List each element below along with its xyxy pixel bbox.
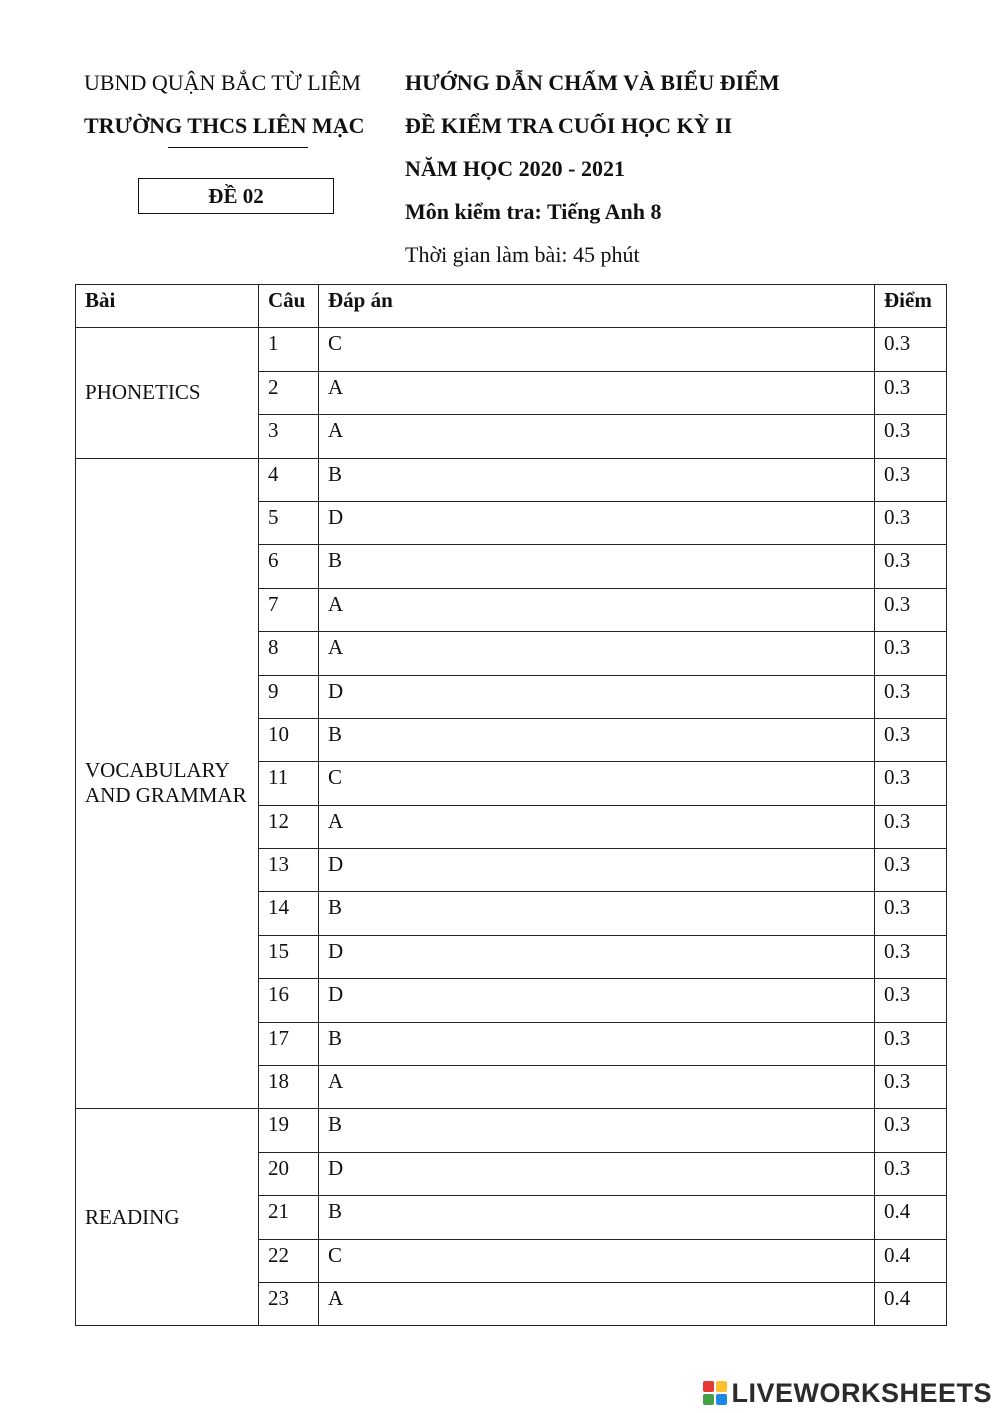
question-number: 23 (259, 1282, 319, 1325)
subject-line: Môn kiểm tra: Tiếng Anh 8 (405, 199, 662, 224)
question-number: 19 (259, 1109, 319, 1152)
score-cell: 0.3 (875, 849, 947, 892)
score-cell: 0.3 (875, 1152, 947, 1195)
answer-cell: A (319, 415, 875, 458)
question-number: 5 (259, 501, 319, 544)
question-number: 17 (259, 1022, 319, 1065)
exam-code-box: ĐỀ 02 (138, 178, 334, 214)
score-cell: 0.3 (875, 415, 947, 458)
header-divider (168, 147, 308, 148)
title-line-1: HƯỚNG DẪN CHẤM VÀ BIỂU ĐIỂM (405, 70, 780, 95)
score-cell: 0.4 (875, 1239, 947, 1282)
header-answer: Đáp án (319, 285, 875, 328)
liveworksheets-logo-icon (703, 1381, 727, 1405)
question-number: 22 (259, 1239, 319, 1282)
answer-cell: A (319, 371, 875, 414)
logo-square (703, 1381, 714, 1392)
answer-cell: B (319, 1109, 875, 1152)
score-cell: 0.3 (875, 979, 947, 1022)
score-cell: 0.3 (875, 892, 947, 935)
question-number: 10 (259, 718, 319, 761)
score-cell: 0.3 (875, 371, 947, 414)
header-score: Điểm (875, 285, 947, 328)
answer-cell: D (319, 501, 875, 544)
question-number: 9 (259, 675, 319, 718)
question-number: 4 (259, 458, 319, 501)
answer-cell: B (319, 458, 875, 501)
question-number: 1 (259, 328, 319, 371)
header-question: Câu (259, 285, 319, 328)
answer-cell: C (319, 762, 875, 805)
score-cell: 0.3 (875, 588, 947, 631)
score-cell: 0.3 (875, 328, 947, 371)
answer-key-table (75, 284, 947, 1326)
liveworksheets-brand (703, 1378, 992, 1408)
table-header-row (76, 285, 947, 328)
answer-cell: B (319, 1196, 875, 1239)
answer-cell: A (319, 632, 875, 675)
question-number: 13 (259, 849, 319, 892)
score-cell: 0.3 (875, 805, 947, 848)
duration-line: Thời gian làm bài: 45 phút (405, 242, 640, 267)
logo-square (716, 1381, 727, 1392)
answer-cell: D (319, 935, 875, 978)
score-cell: 0.3 (875, 1109, 947, 1152)
score-cell: 0.3 (875, 501, 947, 544)
section-name: VOCABULARY AND GRAMMAR (76, 458, 259, 1109)
answer-cell: B (319, 1022, 875, 1065)
answer-cell: C (319, 1239, 875, 1282)
question-number: 14 (259, 892, 319, 935)
table-row (76, 328, 947, 371)
answer-cell: B (319, 718, 875, 761)
title-line-3: NĂM HỌC 2020 - 2021 (405, 156, 625, 181)
question-number: 18 (259, 1066, 319, 1109)
question-number: 15 (259, 935, 319, 978)
question-number: 8 (259, 632, 319, 675)
question-number: 2 (259, 371, 319, 414)
score-cell: 0.3 (875, 1022, 947, 1065)
question-number: 21 (259, 1196, 319, 1239)
question-number: 6 (259, 545, 319, 588)
score-cell: 0.3 (875, 718, 947, 761)
answer-cell: A (319, 588, 875, 631)
question-number: 12 (259, 805, 319, 848)
header-section: Bài (76, 285, 259, 328)
answer-cell: A (319, 805, 875, 848)
brand-name: LIVEWORKSHEETS (731, 1377, 992, 1408)
answer-cell: C (319, 328, 875, 371)
title-line-2: ĐỀ KIỂM TRA CUỐI HỌC KỲ II (405, 113, 733, 138)
answer-cell: B (319, 892, 875, 935)
district-name: UBND QUẬN BẮC TỪ LIÊM (84, 70, 361, 95)
score-cell: 0.3 (875, 632, 947, 675)
score-cell: 0.4 (875, 1282, 947, 1325)
question-number: 11 (259, 762, 319, 805)
answer-cell: B (319, 545, 875, 588)
answer-cell: D (319, 849, 875, 892)
table-row (76, 1109, 947, 1152)
question-number: 7 (259, 588, 319, 631)
score-cell: 0.3 (875, 458, 947, 501)
answer-cell: A (319, 1066, 875, 1109)
logo-square (716, 1394, 727, 1405)
answer-cell: D (319, 675, 875, 718)
score-cell: 0.3 (875, 675, 947, 718)
score-cell: 0.3 (875, 935, 947, 978)
score-cell: 0.3 (875, 1066, 947, 1109)
answer-cell: D (319, 979, 875, 1022)
score-cell: 0.3 (875, 762, 947, 805)
section-name: PHONETICS (76, 328, 259, 458)
answer-cell: A (319, 1282, 875, 1325)
section-name: READING (76, 1109, 259, 1326)
school-name: TRƯỜNG THCS LIÊN MẠC (84, 113, 365, 138)
score-cell: 0.4 (875, 1196, 947, 1239)
score-cell: 0.3 (875, 545, 947, 588)
answer-cell: D (319, 1152, 875, 1195)
table-row (76, 458, 947, 501)
logo-square (703, 1394, 714, 1405)
question-number: 16 (259, 979, 319, 1022)
question-number: 3 (259, 415, 319, 458)
question-number: 20 (259, 1152, 319, 1195)
